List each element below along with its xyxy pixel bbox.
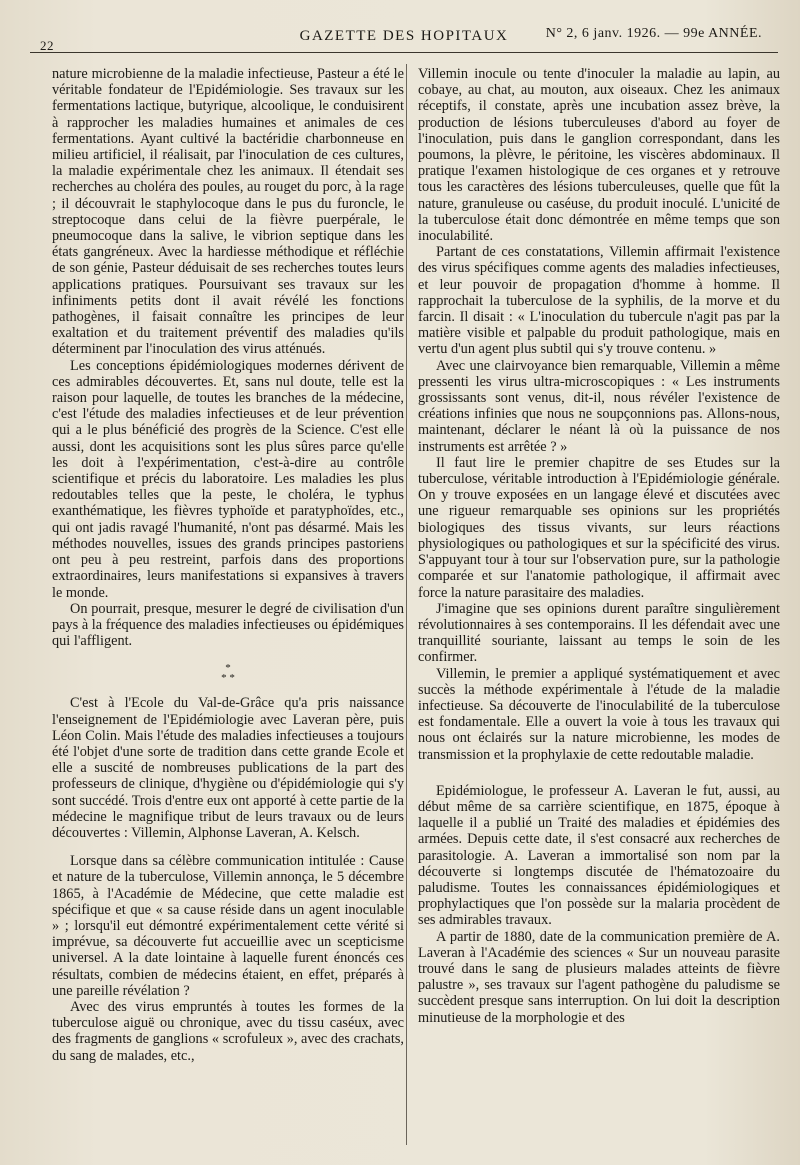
journal-title: GAZETTE DES HOPITAUX xyxy=(299,28,509,44)
section-separator xyxy=(52,663,404,683)
right-paragraph-3: Avec une clairvoyance bien remarquable, Villemin a même pressenti les virus ultra-microscopiques : « Les instruments grossissants sont venus, dit-il, nous révéler l'existence de créations infinies que nous ne soupçonnions pas. Allons-nous, maintenant, déclarer le néant là où la puissance de nos instruments est arrêtée ? » xyxy=(418,357,780,455)
right-paragraph-8: A partir de 1880, date de la communication première de A. Laveran à l'Académie des sciences « Sur un nouveau parasite trouvé dans le sang de plusieurs malades atteints de fièvre palustre », ses travaux sur l'agent pathogène du paludisme se succèdent presque sans interruption. On lui doit la description minutieuse de la morphologie et des xyxy=(418,928,780,1026)
right-paragraph-1: Villemin inocule ou tente d'inoculer la maladie au lapin, au cobaye, au chat, au mouton, aux oiseaux. Chez les animaux réceptifs, il constate, après une incubation assez brève, la production de lésions tuberculeuses d'abord au foyer de l'inoculation, puis dans le ganglion correspondant, dans les poumons, la plèvre, le péritoine, les viscères abdominaux. Il pratique l'examen histologique de ces organes et y retrouve tous les caractères des lésions tuberculeuses, quelle que fût la nature, granuleuse ou caséuse, du produit inoculé. L'unicité de la tuberculose était donc démontrée en même temps que son inoculabilité. xyxy=(418,66,780,245)
issue-info: N° 2, 6 janv. 1926. — 99e ANNÉE. xyxy=(545,26,762,41)
page-header xyxy=(28,24,780,54)
right-paragraph-7: Epidémiologue, le professeur A. Laveran le fut, aussi, au début même de sa carrière scientifique, en 1875, époque à laquelle il a publié un Traité des maladies et épidémies des armées. Depuis cette date, il s'est consacré aux recherches de parasitologie. A. Laveran a immortalisé son nom par la découverte si longtemps discutée de l'hématozoaire du paludisme. Toutes les connaissances épidémiologiques et prophylactiques que l'on possède sur la malaria procèdent de ses admirables travaux. xyxy=(418,782,780,929)
right-column xyxy=(418,66,780,1026)
left-paragraph-1: nature microbienne de la maladie infectieuse, Pasteur a été le véritable fondateur de l'Epidémiologie. Ses travaux sur les fermentations lactique, butyrique, alcoolique, le conduisirent à rapprocher les maladies humaines et animales de ces fermentations. Ayant cultivé la bactéridie charbonneuse en milieu artificiel, il réalisait, par l'inoculation de ces cultures, la maladie expérimentale chez les animaux. Il étendait ses recherches au choléra des poules, au rouget du porc, à la rage ; il découvrait le staphylocoque dans le pus du furoncle, le streptocoque dans celui de la fièvre puerpérale, le pneumocoque dans la salive, le vibrion septique dans les états gangréneux. Avec la hardiesse méthodique et réfléchie de son génie, Pasteur déduisait de ses recherches toutes leurs applications pratiques. Poursuivant ses travaux sur les infiniments petits dont il avait révélé les fonctions pathogènes, il faisait connaître les principes de leur exaltation et du traitement préventif des maladies qu'ils déterminent par l'inoculation des virus atténués. xyxy=(52,66,404,358)
right-paragraph-4: Il faut lire le premier chapitre de ses Etudes sur la tuberculose, véritable introduction à l'Epidémiologie générale. On y trouve exposées en un langage élevé et discutées avec une rigueur remarquable ses opinions sur les propriétés biologiques des tissus vivants, sur leurs réactions physiologiques ou pathologiques et sur la spécificité des virus. S'appuyant tour à tour sur l'observation pure, sur la pathologie comparée et sur l'anatomie pathologique, il affirmait avec force la nature parasitaire des maladies. xyxy=(418,454,780,601)
right-paragraph-6: Villemin, le premier a appliqué systématiquement et avec succès la méthode expérimentale à l'étude de la maladie infectieuse. Sa découverte de l'inoculabilité de la tuberculose est fondamentale. Elle a ouvert la voie à tous les travaux qui nous ont éclairés sur la nature microbienne, les modes de transmission et la prophylaxie de cette redoutable maladie. xyxy=(418,665,780,763)
left-paragraph-5: Lorsque dans sa célèbre communication intitulée : Cause et nature de la tuberculose, Villemin annonça, le 5 décembre 1865, à l'Académie de Médecine, que cette maladie est spécifique et que « sa cause réside dans un agent inoculable » ; lorsqu'il eut démontré expérimentalement cette vérité si imprévue, sa découverte fut accueillie avec un scepticisme universel. A la date lointaine à laquelle furent énoncés ces résultats, combien de médecins étaient, en effet, préparés à une pareille révélation ? xyxy=(52,853,404,999)
left-column xyxy=(52,66,404,1064)
separator-star: * xyxy=(225,662,231,675)
separator-stars: * * xyxy=(221,672,235,685)
column-divider xyxy=(406,64,407,1145)
right-paragraph-2: Partant de ces constatations, Villemin affirmait l'existence des virus spécifiques comme agents des maladies infectieuses, et leur pouvoir de propagation d'homme à homme. Il rapprochait la tuberculose de la syphilis, de la morve et du farcin. Il disait : « L'inoculation du tubercule n'agit pas par la matière visible et palpable du produit pathologique, mais en vertu d'un agent plus subtil qui s'y trouve contenu. » xyxy=(418,244,780,358)
right-paragraph-5: J'imagine que ses opinions durent paraître singulièrement révolutionnaires à ses contemporains. Il les défendait avec une tranquillité souriante, laissant au temps le soin de les confirmer. xyxy=(418,600,780,666)
header-rule xyxy=(30,52,778,53)
left-paragraph-4: C'est à l'Ecole du Val-de-Grâce qu'a pris naissance l'enseignement de l'Epidémiologie avec Laveran père, puis Léon Colin. Mais l'étude des maladies infectieuses a toujours été l'objet d'une sorte de tradition dans cette grande Ecole et elle a suscité de nombreuses publications de la part des professeurs de clinique, d'hygiène ou d'épidémiologie qui s'y sont succédé. Trois d'entre eux ont apporté à cette partie de la médecine le magnifique tribut de leurs travaux ou de leurs découvertes : Villemin, Alphonse Laveran, A. Kelsch. xyxy=(52,695,404,841)
left-paragraph-3: On pourrait, presque, mesurer le degré de civilisation d'un pays à la fréquence des maladies infectieuses ou épidémiques qui l'affligent. xyxy=(52,600,404,650)
page-number: 22 xyxy=(40,38,54,53)
left-paragraph-6: Avec des virus empruntés à toutes les formes de la tuberculose aiguë ou chronique, avec du tissu caséux, avec des fragments de ganglions « scrofuleux », avec des crachats, du sang de malades, etc., xyxy=(52,998,404,1064)
left-paragraph-2: Les conceptions épidémiologiques modernes dérivent de ces admirables découvertes. Et, sans nul doute, telle est la raison pour laquelle, de toutes les branches de la médecine, c'est l'étude des maladies infectieuses et de leur prévention qui a le plus bénéficié des progrès de la Science. C'est elle aussi, dont les acquisitions sont les plus sûres parce qu'elle les doit à l'expérimentation, c'est-à-dire au contrôle scientifique et précis du laboratoire. Les maladies les plus redoutables telles que la peste, le choléra, le typhus exanthématique, les fièvres typhoïde et paratyphoïdes, etc., qui ont jadis ravagé l'humanité, n'ont pas désarmé. Mais les méthodes nouvelles, issues des grands principes pastoriens ont peu à peu restreint, parfois dans des proportions extraordinaires, leurs manifestations si expansives à travers le monde. xyxy=(52,357,404,601)
